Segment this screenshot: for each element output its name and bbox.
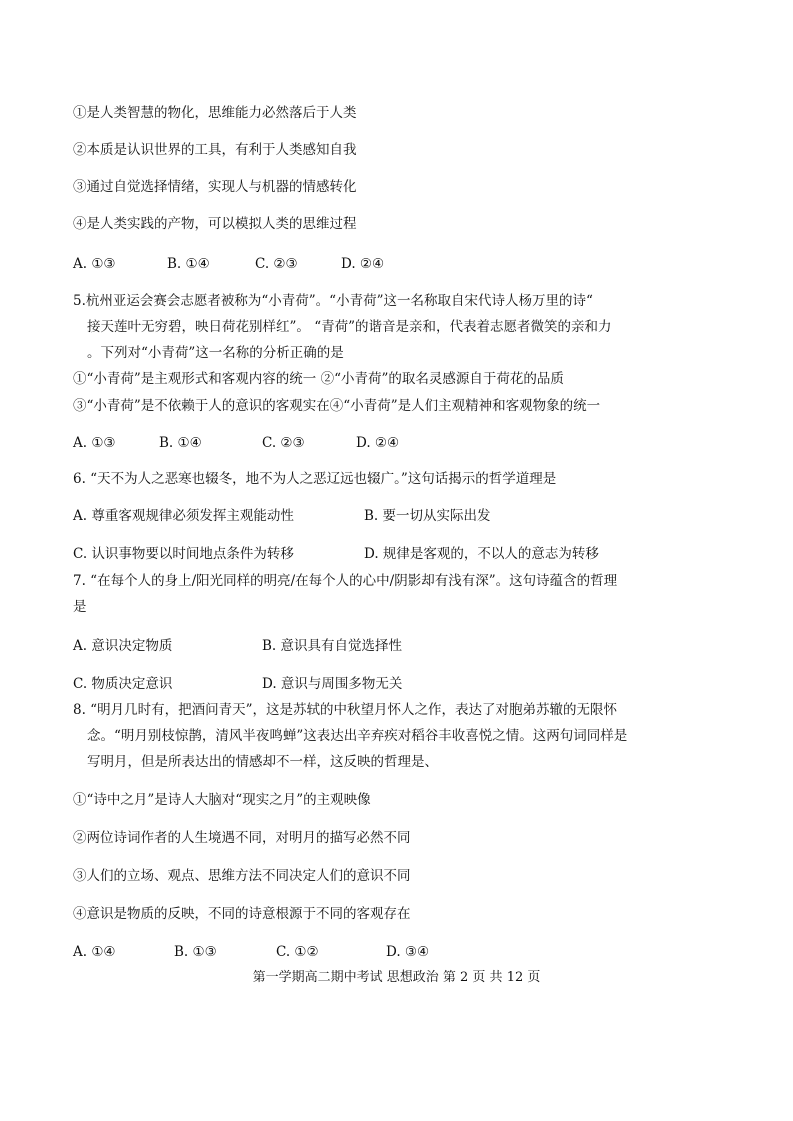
q8-stem-line-1: 8. “明月几时有，把酒问青天”，这是苏轼的中秋望月怀人之作，表达了对胞弟苏辙的无限怀 xyxy=(73,702,617,718)
option-c: C. ②③ xyxy=(262,435,305,451)
answer-options xyxy=(73,255,473,273)
option-d: D. ②④ xyxy=(341,256,385,272)
page-footer: 第一学期高二期中考试 思想政治 第 2 页 共 12 页 xyxy=(252,970,541,985)
q7-option-d: D. 意识与周围多物无关 xyxy=(262,676,403,692)
q6-option-b: B. 要一切从实际出发 xyxy=(364,508,491,524)
statement-1: ①是人类智慧的物化，思维能力必然落后于人类 xyxy=(73,105,357,121)
q5-statement-2: ③“小青荷”是不依赖于人的意识的客观实在④“小青荷”是人们主观精神和客观物象的统一 xyxy=(73,398,601,414)
q7-option-a: A. 意识决定物质 xyxy=(73,638,173,654)
option-a: A. ①③ xyxy=(73,435,116,451)
option-a: A. ①④ xyxy=(73,944,116,960)
statement-2: ②本质是认识世界的工具，有利于人类感知自我 xyxy=(73,142,357,158)
q7-option-b: B. 意识具有自觉选择性 xyxy=(262,638,403,654)
option-a: A. ①③ xyxy=(73,256,116,272)
q7-stem-line-2: 是 xyxy=(73,599,87,615)
q5-stem-line-1: 5.杭州亚运会赛会志愿者被称为“小青荷”。“小青荷”这一名称取自宋代诗人杨万里的诗“ xyxy=(73,293,593,309)
statement-3: ③通过自觉选择情绪，实现人与机器的情感转化 xyxy=(73,179,357,195)
option-b: B. ①③ xyxy=(174,944,217,960)
q6-option-c: C. 认识事物要以时间地点条件为转移 xyxy=(73,546,294,562)
q6-option-a: A. 尊重客观规律必须发挥主观能动性 xyxy=(73,508,294,524)
q8-stem-line-2: 念。“明月别枝惊鹊，清风半夜鸣蝉”这表达出辛弃疾对稻谷丰收喜悦之情。这两句词同样是 xyxy=(87,728,628,744)
q7-stem-line-1: 7. “在每个人的身上/阳光同样的明亮/在每个人的心中/阴影却有浅有深”。这句诗蕴含的哲理 xyxy=(73,573,618,589)
q7-option-c: C. 物质决定意识 xyxy=(73,676,173,692)
q8-statement-3: ③人们的立场、观点、思维方法不同决定人们的意识不同 xyxy=(73,868,411,884)
q5-answer-options xyxy=(73,434,473,452)
option-c: C. ①② xyxy=(276,944,319,960)
option-b: B. ①④ xyxy=(167,256,210,272)
q8-statement-1: ①“诗中之月”是诗人大脑对“现实之月”的主观映像 xyxy=(73,792,371,808)
option-c: C. ②③ xyxy=(255,256,298,272)
q5-stem-line-3: 。下列对“小青荷”这一名称的分析正确的是 xyxy=(87,345,344,361)
q8-answer-options xyxy=(73,943,473,961)
q5-stem-line-2: 接天莲叶无穷碧，映日荷花别样红”。 “青荷”的谐音是亲和，代表着志愿者微笑的亲和力 xyxy=(87,319,612,335)
option-d: D. ③④ xyxy=(386,944,430,960)
statement-4: ④是人类实践的产物，可以模拟人类的思维过程 xyxy=(73,216,357,232)
option-d: D. ②④ xyxy=(356,435,400,451)
q8-stem-line-3: 写明月，但是所表达出的情感却不一样，这反映的哲理是、 xyxy=(87,754,438,770)
q5-statement-1: ①“小青荷”是主观形式和客观内容的统一 ②“小青荷”的取名灵感源自于荷花的品质 xyxy=(73,371,564,387)
q8-statement-4: ④意识是物质的反映，不同的诗意根源于不同的客观存在 xyxy=(73,906,411,922)
option-b: B. ①④ xyxy=(159,435,202,451)
q6-option-d: D. 规律是客观的，不以人的意志为转移 xyxy=(364,546,599,562)
q6-stem: 6. “天不为人之恶寒也辍冬，地不为人之恶辽远也辍广。”这句话揭示的哲学道理是 xyxy=(73,471,557,487)
q8-statement-2: ②两位诗词作者的人生境遇不同，对明月的描写必然不同 xyxy=(73,830,411,846)
